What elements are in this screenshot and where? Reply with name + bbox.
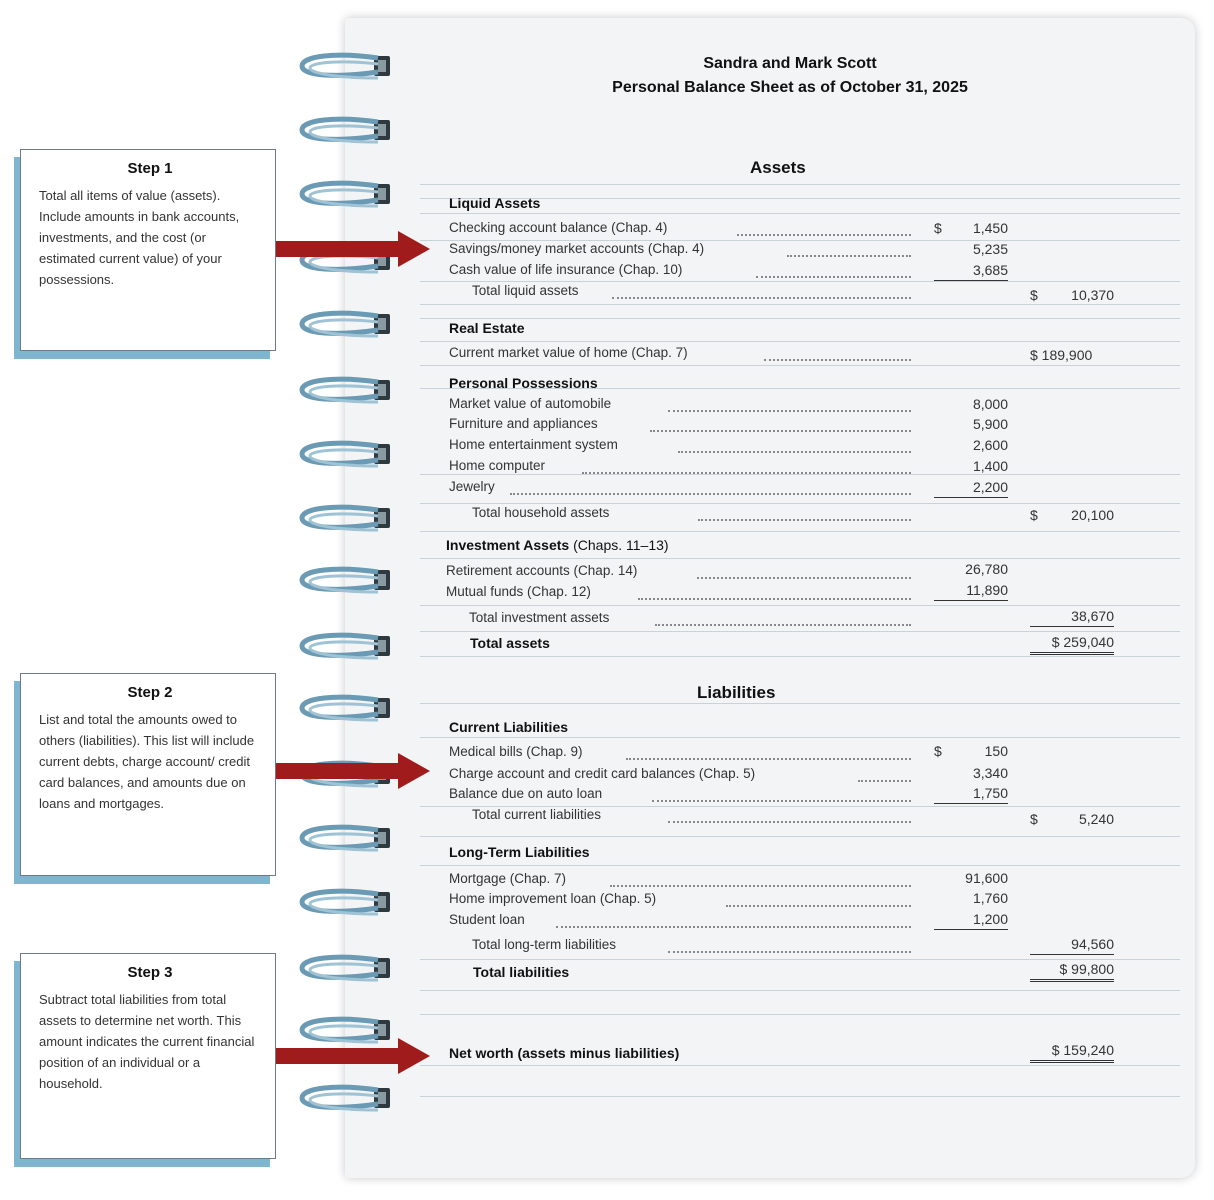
ruled-line [420,605,1180,606]
total-household-label: Total household assets [472,505,610,520]
liabilities-heading: Liabilities [697,683,776,702]
ruled-line [420,1096,1180,1097]
net-worth-amount: $ 159,240 [1030,1042,1114,1063]
step-1-title: Step 1 [127,160,173,177]
entertainment-label: Home entertainment system [449,437,618,452]
ruled-line [420,341,1180,342]
ruled-line [420,836,1180,837]
home-value-amount: $ 189,900 [1030,347,1093,363]
spiral-coil-icon [296,112,400,152]
step-1-arrow-icon [276,229,432,269]
total-assets-amount: $ 259,040 [1030,634,1114,655]
spiral-coil-icon [296,884,400,924]
spiral-coil-icon [296,306,400,346]
mutual-funds-amount: 11,890 [934,582,1008,601]
assets-heading: Assets [750,158,806,177]
auto-loan-label: Balance due on auto loan [449,786,603,801]
jewelry-amount: 2,200 [934,479,1008,498]
step-1-box [20,149,276,351]
step-3-title: Step 3 [127,964,173,981]
spiral-coil-icon [296,1080,400,1120]
automobile-label: Market value of automobile [449,396,612,411]
investment-assets-heading: Investment Assets (Chaps. 11–13) [446,537,669,553]
checking-label: Checking account balance (Chap. 4) [449,220,668,235]
net-worth-label: Net worth (assets minus liabilities) [449,1045,680,1061]
ruled-line [420,737,1180,738]
ruled-line [420,304,1180,305]
student-loan-label: Student loan [449,912,525,927]
step-2-title: Step 2 [127,684,173,701]
ruled-line [420,365,1180,366]
retirement-label: Retirement accounts (Chap. 14) [446,563,638,578]
current-liabilities-heading: Current Liabilities [449,719,569,735]
ruled-line [420,281,1180,282]
home-improvement-label: Home improvement loan (Chap. 5) [449,891,657,906]
furniture-label: Furniture and appliances [449,416,598,431]
home-value-label: Current market value of home (Chap. 7) [449,345,688,360]
mortgage-label: Mortgage (Chap. 7) [449,871,567,886]
ruled-line [420,184,1180,185]
ruled-line [420,213,1180,214]
sheet-owner-title: Sandra and Mark Scott [703,55,877,72]
total-liabilities-label: Total liabilities [473,964,570,980]
student-loan-amount: 1,200 [934,911,1008,930]
step-2-arrow-icon [276,751,432,791]
medical-bills-label: Medical bills (Chap. 9) [449,744,583,759]
jewelry-label: Jewelry [449,479,495,494]
spiral-coil-icon [296,690,400,730]
step-1-text: Total all items of value (assets). Include amounts in bank accounts, investments, and the cost (or estimated current value) of your possessions. [39,188,240,287]
ruled-line [420,531,1180,532]
auto-loan-amount: 1,750 [934,785,1008,804]
credit-card-label: Charge account and credit card balances (Chap. 5) [449,766,756,781]
spiral-coil-icon [296,436,400,476]
ruled-line [420,990,1180,991]
spiral-coil-icon [296,48,400,88]
liquid-assets-heading: Liquid Assets [449,195,541,211]
step-3-text: Subtract total liabilities from total assets to determine net worth. This amount indicates the current financial position of an individual or a household. [39,992,255,1091]
spiral-coil-icon [296,500,400,540]
ruled-line [420,503,1180,504]
spiral-coil-icon [296,176,400,216]
ruled-line [420,1065,1180,1066]
ruled-line [420,656,1180,657]
computer-label: Home computer [449,458,546,473]
step-2-box [20,673,276,876]
total-investment-label: Total investment assets [469,610,610,625]
step-3-box [20,953,276,1159]
step-2-text: List and total the amounts owed to others (liabilities). This list will include current debts, charge account/ credit card balances, and amounts due on loans and mortgages. [39,712,255,811]
step-3-arrow-icon [276,1036,432,1076]
ruled-line [420,474,1180,475]
life-insurance-label: Cash value of life insurance (Chap. 10) [449,262,683,277]
spiral-coil-icon [296,820,400,860]
total-long-term-label: Total long-term liabilities [472,937,617,952]
ruled-line [420,631,1180,632]
ruled-line [420,865,1180,866]
spiral-coil-icon [296,950,400,990]
spiral-coil-icon [296,372,400,412]
total-investment-amount: 38,670 [1030,608,1114,627]
spiral-coil-icon [296,562,400,602]
savings-label: Savings/money market accounts (Chap. 4) [449,241,705,256]
total-assets-label: Total assets [470,635,550,651]
ruled-line [420,959,1180,960]
life-insurance-amount: 3,685 [934,262,1008,281]
ruled-line [420,318,1180,319]
mutual-funds-label: Mutual funds (Chap. 12) [446,584,591,599]
total-liquid-label: Total liquid assets [472,283,579,298]
sheet-date-title: Personal Balance Sheet as of October 31, 2025 [612,79,968,96]
ruled-line [420,1014,1180,1015]
ruled-line [420,558,1180,559]
personal-possessions-heading: Personal Possessions [449,375,598,391]
ruled-line [420,703,1180,704]
total-long-term-amount: 94,560 [1030,936,1114,955]
real-estate-heading: Real Estate [449,320,525,336]
total-current-label: Total current liabilities [472,807,602,822]
long-term-liabilities-heading: Long-Term Liabilities [449,844,590,860]
spiral-coil-icon [296,628,400,668]
total-liabilities-amount: $ 99,800 [1030,961,1114,982]
